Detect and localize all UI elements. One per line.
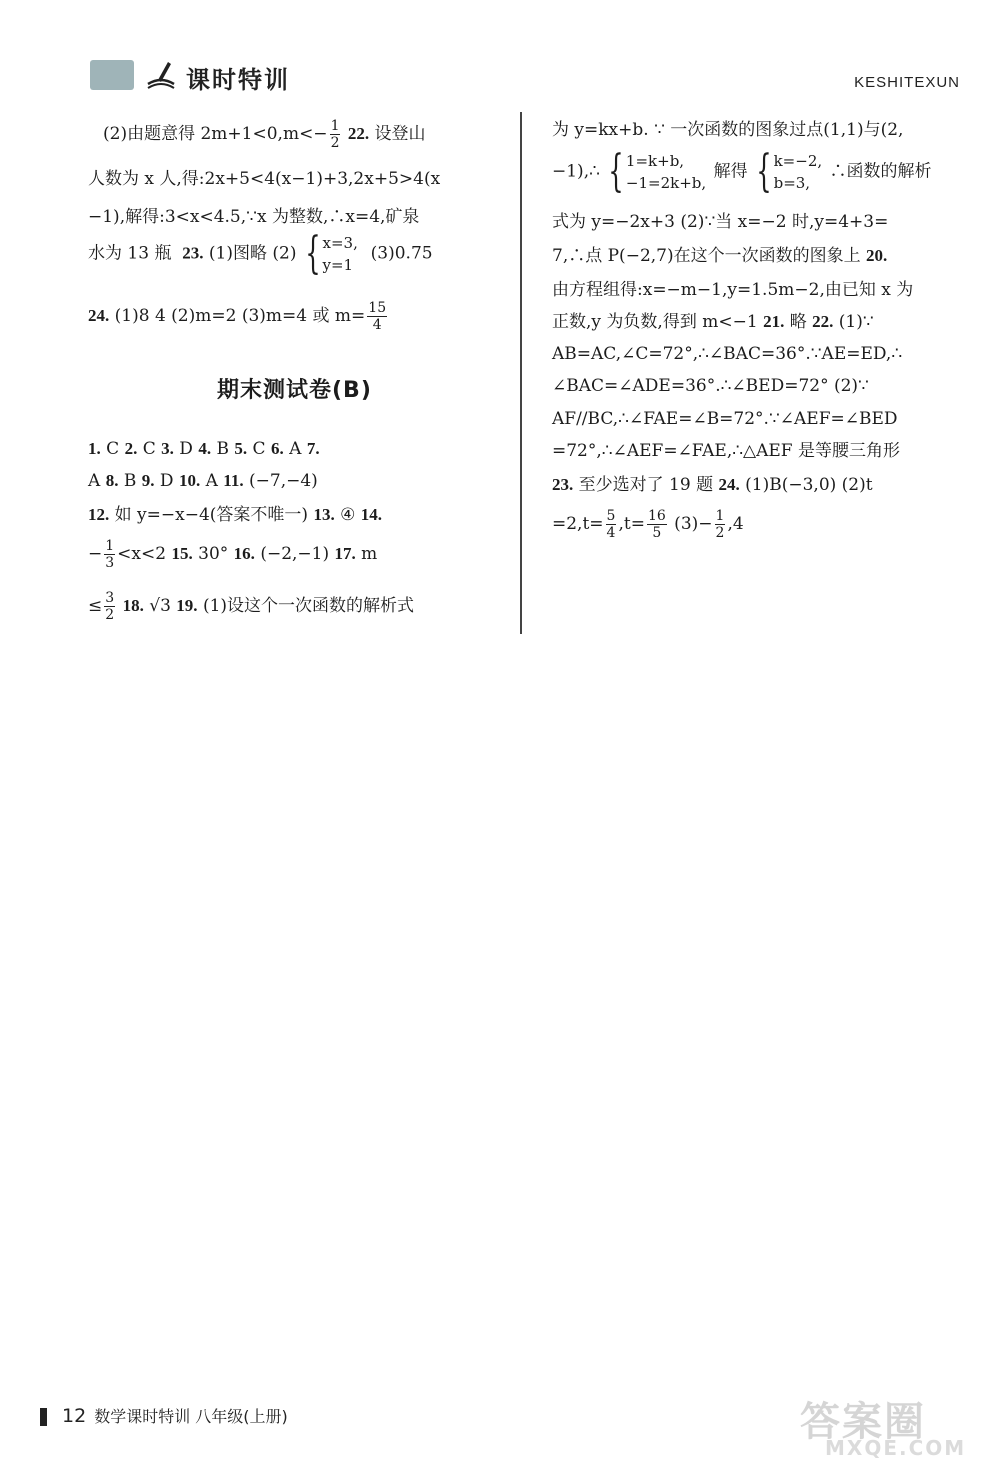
right-line-10: =72°,∴∠AEF=∠FAE,∴△AEF 是等腰三角形 bbox=[552, 441, 900, 461]
left-line-4: 水为 13 瓶 23. (1)图略 (2) { x=3, y=1 (3)0.75 bbox=[88, 228, 433, 279]
column-divider bbox=[520, 112, 522, 634]
right-line-11: 23. 至少选对了 19 题 24. (1)B(−3,0) (2)t bbox=[552, 475, 873, 495]
page-number: 12 bbox=[62, 1405, 87, 1427]
right-line-4: 7,∴点 P(−2,7)在这个一次函数的图象上 20. bbox=[552, 246, 888, 266]
left-line-5: 24. (1)8 4 (2)m=2 (3)m=4 或 m= $\frac{15}{4}$ bbox=[88, 300, 387, 333]
watermark-line-2: MXQE.COM bbox=[825, 1436, 967, 1460]
header-logo bbox=[90, 58, 390, 98]
footer-text: 数学课时特训 八年级(上册) bbox=[94, 1407, 288, 1426]
header-title: 课时特训 bbox=[186, 66, 290, 94]
answers-line-2: A 8. B 9. D 10. A 11. (−7,−4) bbox=[88, 471, 318, 491]
section-title: 期末测试卷(B) bbox=[217, 378, 372, 403]
footer-marker bbox=[40, 1408, 47, 1426]
answers-line-1: 1. C 2. C 3. D 4. B 5. C 6. A 7. bbox=[88, 439, 320, 459]
left-line-1: (2)由题意得 2m+1<0,m<− $\frac{1}{2}$ 22. 设登山 bbox=[103, 118, 426, 151]
right-line-2: −1),∴ { 1=k+b, −1=2k+b, 解得 { k=−2, b=3, ∴函数的解析 bbox=[552, 146, 932, 197]
right-line-5: 由方程组得:x=−m−1,y=1.5m−2,由已知 x 为 bbox=[552, 280, 914, 300]
right-line-7: AB=AC,∠C=72°,∴∠BAC=36°.∵AE=ED,∴ bbox=[552, 344, 903, 364]
answers-line-3: 12. 如 y=−x−4(答案不唯一) 13. ④ 14. bbox=[88, 505, 383, 525]
footer bbox=[62, 1404, 288, 1427]
right-line-3: 式为 y=−2x+3 (2)∵当 x=−2 时,y=4+3= bbox=[552, 212, 889, 232]
pen-book-icon bbox=[144, 58, 178, 92]
answers-line-4: − $\frac{1}{3}$ <x<2 15. 30° 16. (−2,−1) 17. m bbox=[88, 538, 378, 571]
answers-line-5: ≤ $\frac{3}{2}$ 18. √3 19. (1)设这个一次函数的解析式 bbox=[88, 590, 415, 623]
right-line-9: AF//BC,∴∠FAE=∠B=72°.∵∠AEF=∠BED bbox=[552, 409, 898, 429]
logo-badge bbox=[90, 60, 134, 90]
watermark bbox=[770, 1390, 970, 1460]
right-line-8: ∠BAC=∠ADE=36°.∴∠BED=72° (2)∵ bbox=[552, 376, 869, 396]
left-line-3: −1),解得:3<x<4.5,∵x 为整数,∴x=4,矿泉 bbox=[88, 207, 420, 227]
right-line-6: 正数,y 为负数,得到 m<−1 21. 略 22. (1)∵ bbox=[552, 312, 874, 332]
right-line-12: =2,t= $\frac{5}{4}$ ,t= $\frac{16}{5}$ (3)− $\frac{1}{2}$ ,4 bbox=[552, 508, 744, 541]
left-line-2: 人数为 x 人,得:2x+5<4(x−1)+3,2x+5>4(x bbox=[88, 169, 441, 189]
header-brand: KESHITEXUN bbox=[854, 74, 960, 91]
right-line-1: 为 y=kx+b. ∵ 一次函数的图象过点(1,1)与(2, bbox=[552, 120, 904, 140]
watermark-line-1: 答案圈 bbox=[800, 1399, 926, 1445]
